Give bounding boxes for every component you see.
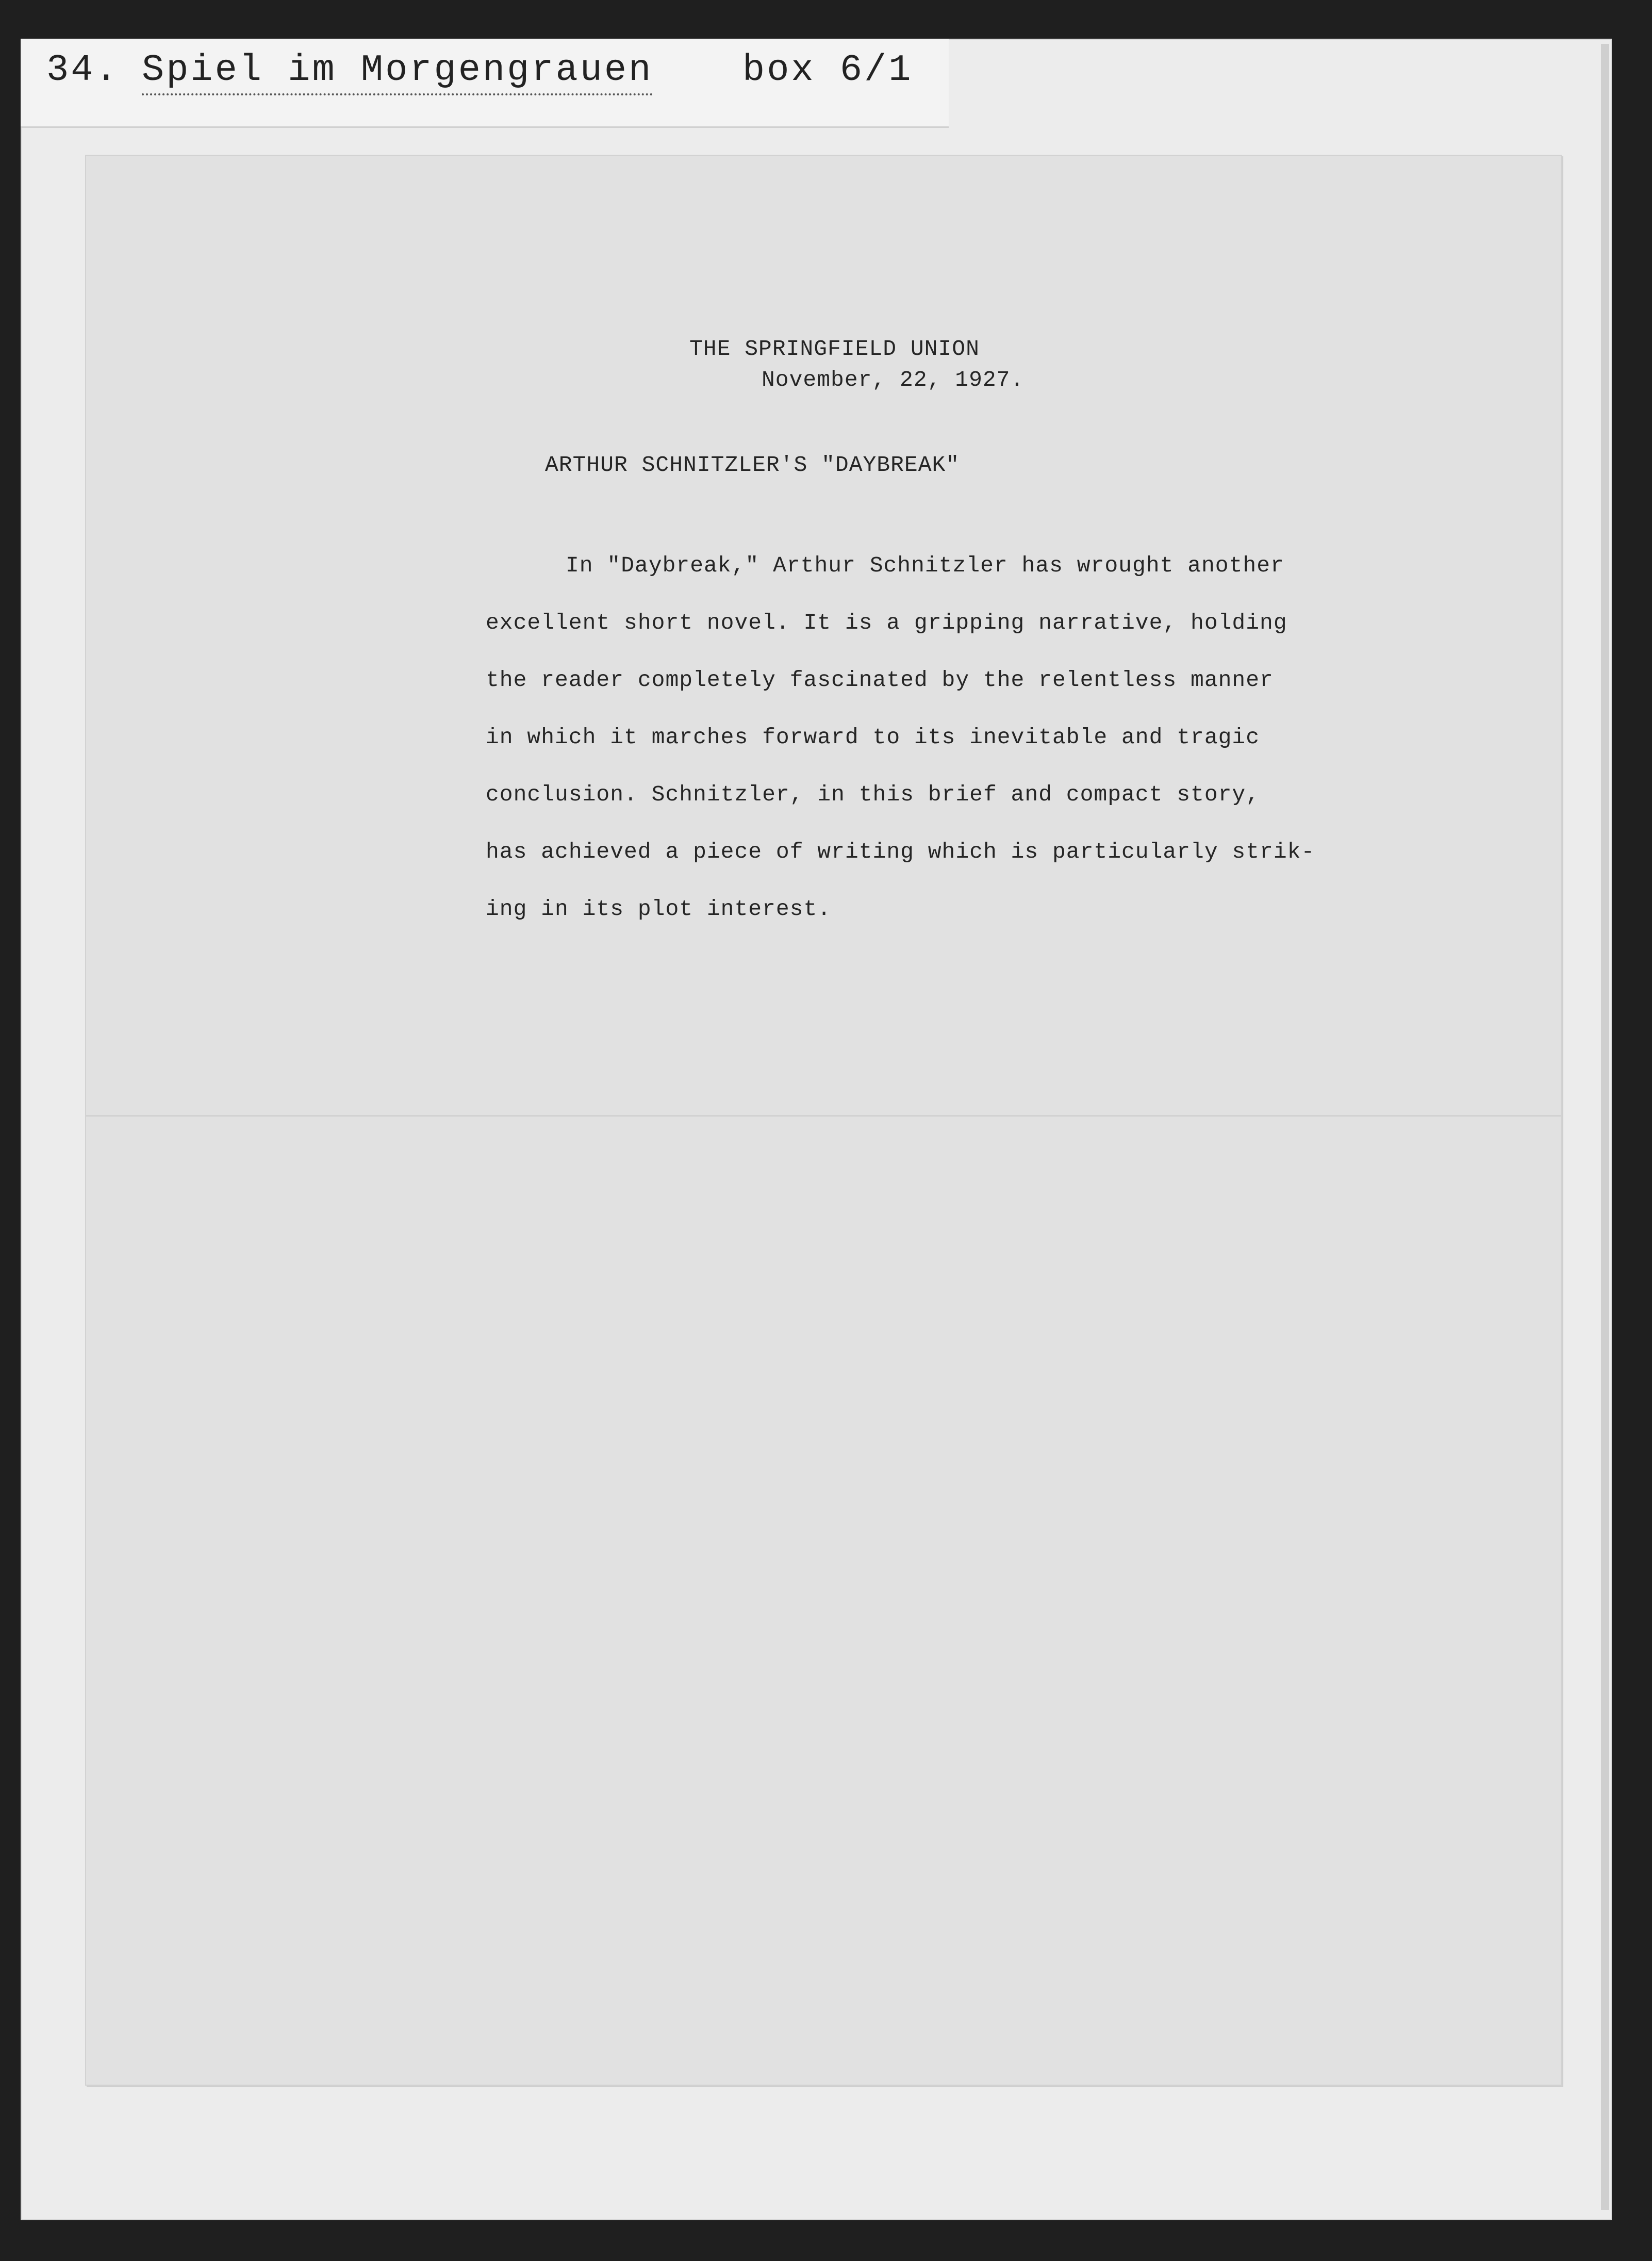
newspaper-clipping [85,155,1562,2086]
archive-label [21,39,949,128]
label-title: Spiel im Morgengrauen [142,49,653,95]
body-line: In "Daybreak," Arthur Schnitzler has wrought another [566,553,1284,578]
card-right-edge [1601,44,1609,2210]
label-number: 34. [46,49,120,91]
body-line: the reader completely fascinated by the relentless manner [486,667,1274,693]
sheet-fold [86,1115,1561,1117]
body-line: conclusion. Schnitzler, in this brief and compact story, [486,782,1260,807]
body-line: ing in its plot interest. [486,896,832,922]
body-line: has achieved a piece of writing which is particularly strik- [486,839,1315,864]
body-line: excellent short novel. It is a gripping narrative, holding [486,610,1287,635]
label-box: box 6/1 [742,49,913,91]
review-headline: ARTHUR SCHNITZLER'S "DAYBREAK" [545,452,960,478]
review-body [486,550,1455,951]
body-line: in which it marches forward to its inevitable and tragic [486,725,1260,750]
newspaper-name: THE SPRINGFIELD UNION [689,336,980,362]
publication-date: November, 22, 1927. [762,367,1025,392]
